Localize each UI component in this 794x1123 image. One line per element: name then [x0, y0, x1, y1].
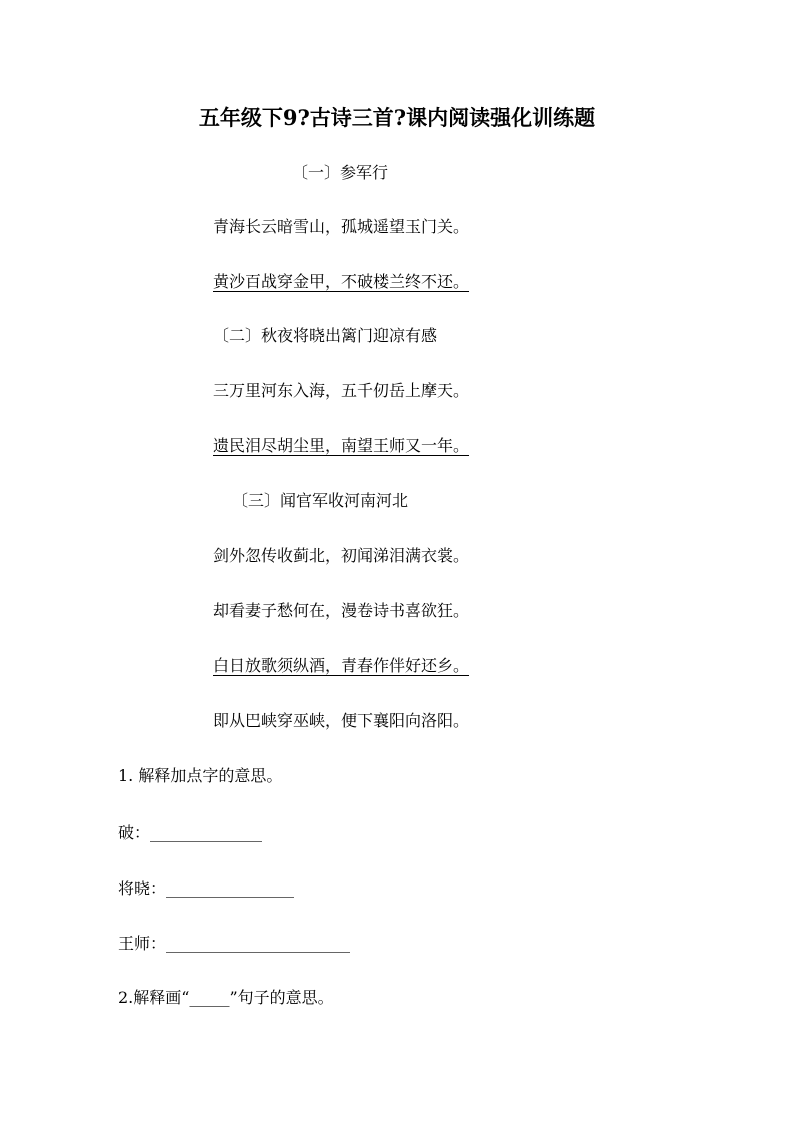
- worksheet-title: 五年级下9?古诗三首?课内阅读强化训练题: [198, 105, 596, 130]
- poem3-heading: 〔三〕闻官军收河南河北: [232, 491, 409, 510]
- poem1-heading: 〔一〕参军行: [292, 163, 389, 182]
- poem1-line-1: 青海长云暗雪山，孤城遥望玉门关。: [213, 217, 470, 236]
- poem1-line-2-underlined: 黄沙百战穿金甲，不破楼兰终不还。: [213, 272, 470, 291]
- question-2-prompt: 2.解释画“_____”句子的意思。: [118, 988, 334, 1007]
- poem3-line-2: 却看妻子愁何在，漫卷诗书喜欲狂。: [213, 601, 470, 620]
- poem3-line-4: 即从巴峡穿巫峡，便下襄阳向洛阳。: [213, 711, 470, 730]
- poem2-line-2-underlined: 遗民泪尽胡尘里，南望王师又一年。: [213, 436, 470, 455]
- poem2-line-1: 三万里河东入海，五千仞岳上摩天。: [213, 381, 470, 400]
- poem2-heading: 〔二〕秋夜将晓出篱门迎凉有感: [213, 326, 438, 345]
- question-1-item-po: 破：______________: [118, 823, 263, 842]
- poem3-line-3-underlined: 白日放歌须纵酒，青春作伴好还乡。: [213, 656, 470, 675]
- question-1-item-wangshi: 王师：_______________________: [118, 934, 351, 953]
- poem3-line-1: 剑外忽传收蓟北，初闻涕泪满衣裳。: [213, 546, 470, 565]
- question-1-prompt: 1. 解释加点字的意思。: [118, 766, 283, 785]
- question-1-item-jiangxiao: 将晓：________________: [118, 879, 295, 898]
